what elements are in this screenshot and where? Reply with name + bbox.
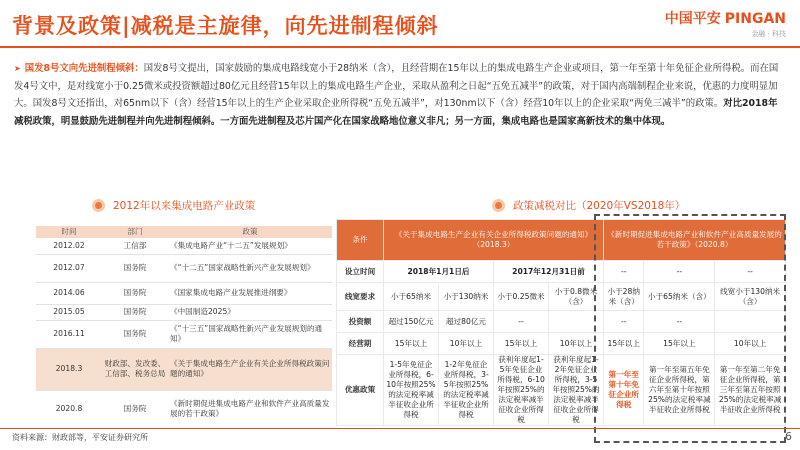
cell: 2018年1月1日后 [384, 261, 494, 283]
cell: 15年以上 [494, 333, 549, 355]
col-header-dept: 部门 [102, 226, 168, 238]
circle-dot-icon [92, 199, 105, 212]
table-row [36, 304, 332, 320]
cell: -- [604, 261, 644, 283]
cell-time: 2016.11 [36, 320, 102, 348]
cell: 获利年度起1-5年免征企业所得税，6-10年按照25%的法定税率减半征收企业所得税 [494, 355, 549, 426]
right-section-title-text: 政策减税对比（2020年VS2018年） [513, 200, 686, 212]
logo-sub: 金融 · 科技 [751, 30, 786, 38]
cell-policy: 《“十三五”国家战略性新兴产业发展规划的通知》 [168, 320, 332, 348]
cell: 1-2年免征企业所得税，3-5年按照25%的法定税率减半征收企业所得税 [439, 355, 494, 426]
header-2018-policy: 《关于集成电路生产企业有关企业所得税政策问题的通知》（2018.3） [384, 220, 604, 261]
highlight-dashed-box [594, 214, 786, 443]
logo-cn: 中国平安 [664, 11, 721, 27]
col-header-policy: 政策 [168, 226, 332, 238]
cell-dept: 财政部、发改委、工信部、税务总局 [102, 348, 168, 390]
cell-dept: 国务院 [102, 390, 168, 428]
logo-en: PINGAN [724, 11, 786, 27]
cell-dept: 国务院 [102, 282, 168, 304]
cell-dept: 国务院 [102, 304, 168, 320]
title-divider [0, 46, 800, 48]
cell: 小于0.8微米（含） [549, 283, 604, 311]
cell-time: 2012.02 [36, 238, 102, 254]
cell-time: 2020.8 [36, 390, 102, 428]
bullet-icon: ➤ [14, 64, 21, 73]
cell: 线宽小于130纳米（含） [715, 283, 786, 311]
cell-time: 2018.3 [36, 348, 102, 390]
cell: 2017年12月31日前 [494, 261, 604, 283]
cell: 小于65纳米 [384, 283, 439, 311]
cell-dept: 工信部 [102, 238, 168, 254]
pingan-logo [665, 8, 786, 39]
row-label: 经营期 [337, 333, 384, 355]
cell-policy: 《国家集成电路产业发展推进纲要》 [168, 282, 332, 304]
table-row [36, 320, 332, 348]
col-header-time: 时间 [36, 226, 102, 238]
cell: 小于28纳米（含） [604, 283, 644, 311]
cell: 15年以上 [384, 333, 439, 355]
cell-time: 2012.07 [36, 254, 102, 282]
cell-policy: 《关于集成电路生产企业有关企业所得税政策问题的通知》 [168, 348, 332, 390]
table-row [36, 254, 332, 282]
table-row [36, 238, 332, 254]
intro-paragraph [14, 60, 784, 130]
cell: 15年以上 [644, 333, 715, 355]
circle-dot-icon [492, 199, 505, 212]
cell: 第一年至第二年免征企业所得税，第三年至第五年按照25%的法定税率减半征收企业所得税 [715, 355, 786, 426]
cell: 获利年度起1-2年免征企业所得税，3-5年按照25%的法定税率减半征收企业所得税 [549, 355, 604, 426]
header-2020-policy: 《新时期促进集成电路产业和软件产业高质量发展的若干政策》（2020.8） [604, 220, 786, 261]
paragraph-bold: 对比2018年减税政策，明显鼓励先进制程并向先进制程倾斜。一方面先进制程及芯片国产化在国家战略地位意义非凡；另一方面，集成电路也是国家高新技术的集中体现。 [14, 98, 778, 127]
right-section-title [492, 198, 685, 213]
cell: -- [604, 311, 644, 333]
row-label: 设立时间 [337, 261, 384, 283]
header-condition: 条件 [337, 220, 384, 261]
cell-policy: 《“十二五”国家战略性新兴产业发展规划》 [168, 254, 332, 282]
cell: -- [644, 261, 715, 283]
cell: 1-5年免征企业所得税，6-10年按照25%的法定税率减半征收企业所得税 [384, 355, 439, 426]
cell: -- [644, 311, 715, 333]
cell: 15年以上 [604, 333, 644, 355]
cell-policy: 《新时期促进集成电路产业和软件产业高质量发展的若干政策》 [168, 390, 332, 428]
cell: -- [494, 311, 549, 333]
policy-timeline-table [36, 226, 332, 429]
row-label: 优惠政策 [337, 355, 384, 426]
cell: 10年以上 [549, 333, 604, 355]
cell-policy: 《集成电路产业“十二五”发展规划》 [168, 238, 332, 254]
page-number: 6 [785, 430, 792, 443]
cell: 10年以上 [715, 333, 786, 355]
cell: 小于65纳米（含） [644, 283, 715, 311]
source-note: 资料来源：财政部等，平安证券研究所 [12, 433, 148, 442]
cell: 小于0.25微米 [494, 283, 549, 311]
cell: 超过150亿元 [384, 311, 439, 333]
table-row [36, 390, 332, 428]
cell: -- [715, 261, 786, 283]
row-label: 线宽要求 [337, 283, 384, 311]
cell: 第一年至第五年免征企业所得税，第六年至第十年按照25%的法定税率减半征收企业所得税 [644, 355, 715, 426]
left-section-title-text: 2012年以来集成电路产业政策 [113, 200, 256, 212]
cell: 超过80亿元 [439, 311, 494, 333]
row-label: 投资额 [337, 311, 384, 333]
cell-dept: 国务院 [102, 254, 168, 282]
table-row [36, 348, 332, 390]
cell-highlight: 第一年至第十年免征企业所得税 [604, 355, 644, 426]
cell-dept: 国务院 [102, 320, 168, 348]
footer-divider [0, 428, 800, 429]
left-section-title [92, 198, 255, 213]
table-row [36, 282, 332, 304]
cell: 10年以上 [439, 333, 494, 355]
page-title: 背景及政策|减税是主旋律，向先进制程倾斜 [12, 14, 439, 38]
cell-time: 2015.05 [36, 304, 102, 320]
paragraph-body: 国发8号文提出，国家鼓励的集成电路线宽小于28纳米（含），且经营期在15年以上的集成电路生产企业或项目，第一年至第十年免征企业所得税。而在国发4号文中，是对线宽小于0.25微米或投资额超过80亿元且经营15年以上的集成电路生产企业，采取从盈利之日起“五免五减半”的政策，对于国内高端制程企业来说，优惠的力度明显加大。国发8号文还指出，对65nm以下（含）经营15年以上的生产企业采取企业所得税“五免五减半”，对130nm以下（含）经营10年以上的企业采取“两免三减半”的政策。 [14, 63, 779, 109]
cell-time: 2014.06 [36, 282, 102, 304]
paragraph-lead: 国发8号文向先进制程倾斜： [24, 63, 144, 74]
cell: 小于130纳米 [439, 283, 494, 311]
cell-policy: 《中国制造2025》 [168, 304, 332, 320]
